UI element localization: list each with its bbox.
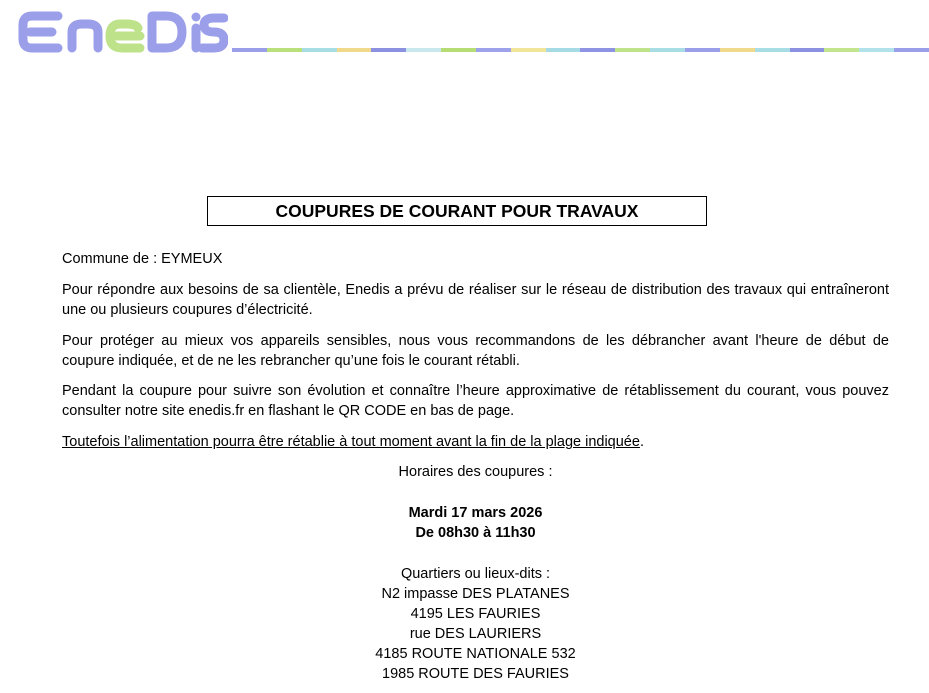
- stripe-segment: [232, 48, 267, 52]
- location-item: 4195 LES FAURIES: [410, 606, 541, 622]
- location-item: 1985 ROUTE DES FAURIES: [382, 666, 569, 682]
- stripe-segment: [615, 48, 650, 52]
- stripe-segment: [755, 48, 790, 52]
- stripe-segment: [894, 48, 929, 52]
- stripe-segment: [650, 48, 685, 52]
- stripe-segment: [337, 48, 372, 52]
- stripe-segment: [580, 48, 615, 52]
- enedis-logo: [18, 10, 228, 59]
- schedule-date: Mardi 17 mars 2026: [408, 505, 543, 521]
- location-item: N2 impasse DES PLATANES: [381, 586, 570, 602]
- stripe-segment: [790, 48, 825, 52]
- stripe-segment: [441, 48, 476, 52]
- advice-paragraph: Pour protéger au mieux vos appareils sensibles, nous vous recommandons de les débrancher avant l'heure de début de coupure indiquée, et de ne les rebrancher qu’une fois le courant rétabli.: [62, 333, 889, 369]
- stripe-segment: [685, 48, 720, 52]
- stripe-segment: [406, 48, 441, 52]
- location-item: 4185 ROUTE NATIONALE 532: [375, 646, 576, 662]
- schedule-time-range: De 08h30 à 11h30: [415, 525, 536, 541]
- stripe-segment: [859, 48, 894, 52]
- warning-underlined-text: Toutefois l’alimentation pourra être rétablie à tout moment avant la fin de la plage indiquée: [62, 434, 640, 450]
- locations-heading: Quartiers ou lieux-dits :: [400, 566, 551, 582]
- stripe-segment: [511, 48, 546, 52]
- header-stripe: [232, 48, 929, 52]
- tracking-paragraph: Pendant la coupure pour suivre son évolution et connaître l’heure approximative de rétablissement du courant, vous pouvez consulter notre site enedis.fr en flashant le QR CODE en bas de page.: [62, 383, 889, 419]
- locations-block: [62, 564, 889, 684]
- stripe-segment: [267, 48, 302, 52]
- stripe-segment: [546, 48, 581, 52]
- stripe-segment: [371, 48, 406, 52]
- warning-paragraph: [62, 432, 889, 452]
- stripe-segment: [476, 48, 511, 52]
- stripe-segment: [720, 48, 755, 52]
- commune-line: Commune de : EYMEUX: [62, 251, 223, 267]
- warning-end-text: .: [639, 434, 644, 450]
- stripe-segment: [824, 48, 859, 52]
- location-item: rue DES LAURIERS: [409, 626, 542, 642]
- intro-paragraph: Pour répondre aux besoins de sa clientèle, Enedis a prévu de réaliser sur le réseau de distribution des travaux qui entraîneront une ou plusieurs coupures d’électricité.: [62, 282, 889, 318]
- document-title: [207, 196, 707, 226]
- document-title-text: COUPURES DE COURANT POUR TRAVAUX: [275, 200, 639, 221]
- schedule-heading: Horaires des coupures :: [398, 464, 553, 480]
- stripe-segment: [302, 48, 337, 52]
- schedule-block: [62, 503, 889, 543]
